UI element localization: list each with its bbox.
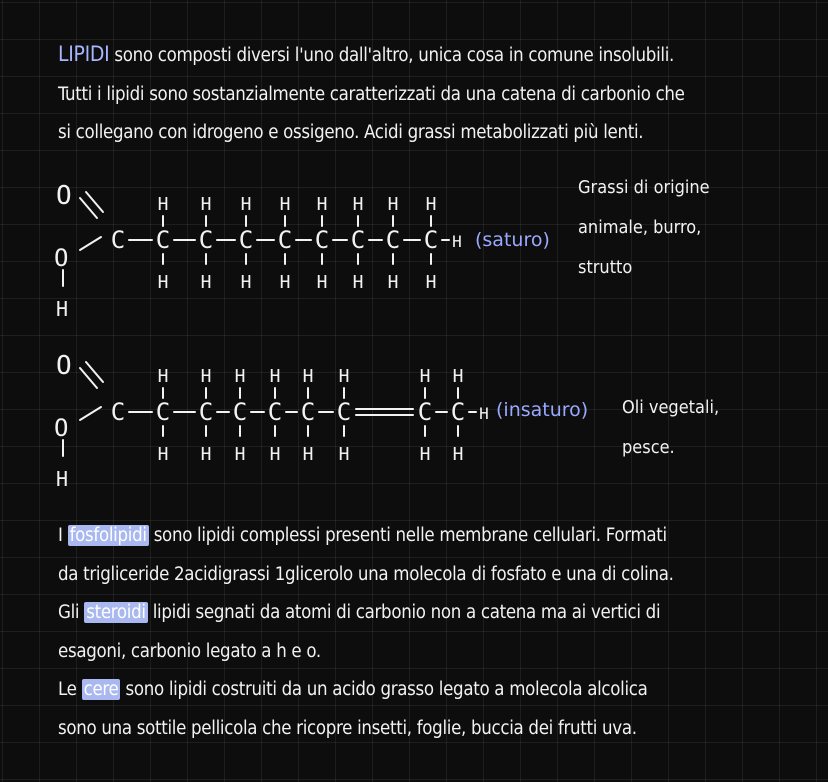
hydrogen-atom: H xyxy=(302,444,314,465)
saturated-note xyxy=(578,168,710,288)
hydrogen-atom: H xyxy=(302,366,314,387)
intro-paragraph xyxy=(58,35,818,153)
carbon-atom: C xyxy=(350,226,366,254)
hydrogen-atom: H xyxy=(157,444,169,465)
steroidi-highlight: steroidi xyxy=(86,602,146,623)
intro-line-1 xyxy=(58,35,818,76)
note-line: Oli vegetali, xyxy=(622,397,720,418)
text-fragment: sono lipidi costruiti da un acido grasso legato a molecola alcolica xyxy=(125,679,648,700)
note-line: pesce. xyxy=(622,437,675,458)
fosfolipidi-line-2: da trigliceride 2acidigrassi 1glicerolo una molecola di fosfato e una di colina. xyxy=(58,563,674,585)
hydrogen-atom: H xyxy=(452,444,464,465)
carbon-atom: C xyxy=(198,398,214,426)
hydrogen-atom: H xyxy=(352,272,364,293)
carbon-atom: C xyxy=(232,398,248,426)
hydrogen-atom: H xyxy=(316,194,328,215)
oxygen-double-bond: O xyxy=(56,351,72,381)
hydrogen-atom: H xyxy=(338,444,350,465)
hydrogen-atom: H xyxy=(452,366,464,387)
carbon-atom: C xyxy=(450,398,466,426)
carbon-atom: C xyxy=(423,226,439,254)
hydrogen-atom: H xyxy=(279,272,291,293)
hydrogen-atom: H xyxy=(200,272,212,293)
carboxyl-carbon: C xyxy=(110,226,126,254)
carbon-atom: C xyxy=(277,226,293,254)
hydrogen-atom: H xyxy=(419,444,431,465)
hydrogen-atom: H xyxy=(387,194,399,215)
fosfolipidi-highlight: fosfolipidi xyxy=(69,525,147,546)
hydroxyl-hydrogen: H xyxy=(56,467,69,491)
steroidi-line-2: esagoni, carbonio legato a h e o. xyxy=(58,640,321,662)
oxygen-double-bond: O xyxy=(56,181,72,211)
hydrogen-atom: H xyxy=(387,272,399,293)
hydrogen-atom: H xyxy=(269,444,281,465)
hydrogen-atom: H xyxy=(338,366,350,387)
hydrogen-atom: H xyxy=(234,366,246,387)
hydrogen-atom: H xyxy=(425,194,437,215)
steroidi-line-1 xyxy=(58,594,818,633)
intro-line-3: si collegano con idrogeno e ossigeno. Acidi grassi metabolizzati più lenti. xyxy=(58,122,644,143)
hydrogen-atom: H xyxy=(157,194,169,215)
lipidi-title: LIPIDI xyxy=(58,42,110,66)
text-fragment: Gli xyxy=(58,602,80,623)
fosfolipidi-line-1 xyxy=(58,517,818,556)
carbon-atom: C xyxy=(198,226,214,254)
unsaturated-fatty-acid-structure xyxy=(0,340,615,500)
text-fragment: sono lipidi complessi presenti nelle membrane cellulari. Formati xyxy=(153,525,667,546)
oxygen-hydroxyl: O xyxy=(54,414,69,442)
carbon-atom: C xyxy=(417,398,433,426)
text-fragment: lipidi segnati da atomi di carbonio non a catena ma ai vertici di xyxy=(152,602,661,623)
hydrogen-atom: H xyxy=(240,194,252,215)
hydroxyl-hydrogen: H xyxy=(56,297,69,321)
unsaturated-note xyxy=(622,388,719,468)
terminal-hydrogen: H xyxy=(452,232,462,251)
note-line: animale, burro, xyxy=(578,217,702,238)
carbon-atom: C xyxy=(385,226,401,254)
text-fragment: Le xyxy=(58,679,77,700)
cere-line-2: sono una sottile pellicola che ricopre insetti, foglie, buccia dei frutti uva. xyxy=(58,717,637,739)
hydrogen-atom: H xyxy=(279,194,291,215)
carbon-atom: C xyxy=(155,226,171,254)
note-line: Grassi di origine xyxy=(578,177,710,198)
cere-highlight: cere xyxy=(83,679,119,700)
carbon-atom: C xyxy=(314,226,330,254)
hydrogen-atom: H xyxy=(425,272,437,293)
intro-line-1-text: sono composti diversi l'uno dall'altro, unica cosa in comune insolubili. xyxy=(114,45,675,66)
carbon-atom: C xyxy=(300,398,316,426)
hydrogen-atom: H xyxy=(352,194,364,215)
oxygen-hydroxyl: O xyxy=(54,244,69,272)
hydrogen-atom: H xyxy=(419,366,431,387)
saturated-label: (saturo) xyxy=(475,229,550,251)
carbon-atom: C xyxy=(336,398,352,426)
hydrogen-atom: H xyxy=(200,194,212,215)
terminal-hydrogen: H xyxy=(479,404,489,423)
hydrogen-atom: H xyxy=(157,272,169,293)
hydrogen-atom: H xyxy=(240,272,252,293)
carbon-chain xyxy=(111,366,489,465)
carbon-atom: C xyxy=(238,226,254,254)
carbon-atom: C xyxy=(267,398,283,426)
hydrogen-atom: H xyxy=(269,366,281,387)
text-fragment: I xyxy=(58,525,63,546)
hydrogen-atom: H xyxy=(316,272,328,293)
hydrogen-atom: H xyxy=(200,444,212,465)
intro-line-2: Tutti i lipidi sono sostanzialmente caratterizzati da una catena di carbonio che xyxy=(58,83,685,105)
cere-line-1 xyxy=(58,671,818,710)
carboxyl-carbon: C xyxy=(110,398,126,426)
saturated-fatty-acid-structure xyxy=(0,170,570,330)
hydrogen-atom: H xyxy=(157,366,169,387)
hydrogen-atom: H xyxy=(234,444,246,465)
carbon-chain xyxy=(111,194,462,293)
unsaturated-label: (insaturo) xyxy=(496,399,589,421)
body-paragraphs xyxy=(58,517,818,748)
carbon-atom: C xyxy=(155,398,171,426)
note-line: strutto xyxy=(578,257,633,278)
hydrogen-atom: H xyxy=(200,366,212,387)
